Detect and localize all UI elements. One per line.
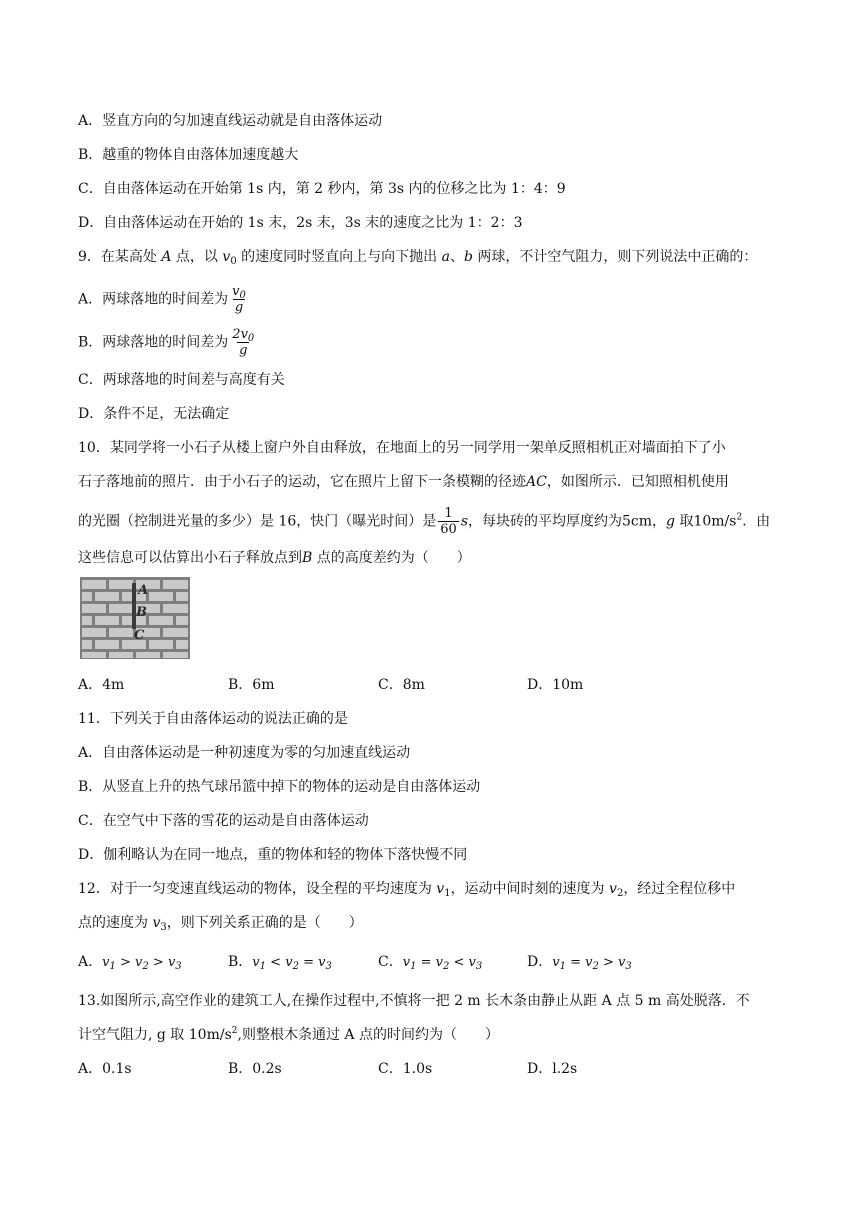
q10-option-b: B．6m	[228, 677, 275, 693]
q8-option-b: B．越重的物体自由落体加速度越大	[78, 147, 299, 163]
q8-option-d: D．自由落体运动在开始的 1s 末，2s 末，3s 末的速度之比为 1：2：3	[78, 215, 523, 231]
q9-stem: 9．在某高处 A 点，以 $v_0$ 的速度同时竖直向上与向下抛出 a、b 两球，不计空气阻力，则下列说法中正确的：	[78, 249, 758, 267]
q8-option-c: C．自由落体运动在开始第 1s 内，第 2 秒内，第 3s 内的位移之比为 1：4：9	[78, 181, 566, 197]
q9-fraction-b: $\frac{2v_0}{g}$	[232, 327, 255, 358]
q8-option-a: A．竖直方向的匀加速直线运动就是自由落体运动	[78, 113, 383, 129]
q13-options	[78, 1059, 790, 1079]
label-a: A	[138, 583, 149, 598]
q11-option-b: B．从竖直上升的热气球吊篮中掉下的物体的运动是自由落体运动	[78, 779, 481, 795]
q13-stem-line1: 13.如图所示,高空作业的建筑工人,在操作过程中,不慎将一把 2 m 长木条由静止从距 A 点 5 m 高处脱落．不	[78, 993, 750, 1009]
label-b: B	[136, 605, 147, 620]
q9-option-a: A．两球落地的时间差为 $\frac{v_0}{g}$	[78, 284, 246, 315]
q12-option-a: A．$v_1 > v_2 > v_3$	[78, 954, 182, 972]
q12-options	[78, 952, 790, 972]
q12-option-b: B．$v_1 < v_2 = v_3$	[228, 954, 332, 972]
q9-option-d: D．条件不足，无法确定	[78, 406, 230, 422]
q12-option-c: C．$v_1 = v_2 < v_3$	[378, 954, 483, 972]
q10-option-c: C．8m	[378, 677, 425, 693]
q10-option-a: A．4m	[78, 677, 125, 693]
q9-fraction-a: $\frac{v_0}{g}$	[232, 284, 246, 315]
q10-stem-line1: 10．某同学将一小石子从楼上窗户外自由释放，在地面上的另一同学用一架单反照相机正对墙面拍下了小	[78, 440, 726, 456]
q10-stem-line4: 这些信息可以估算出小石子释放点到B 点的高度差约为（ ）	[78, 550, 471, 566]
q11-option-c: C．在空气中下落的雪花的运动是自由落体运动	[78, 813, 369, 829]
q9-option-b: B．两球落地的时间差为 $\frac{2v_0}{g}$	[78, 327, 255, 358]
q11-option-a: A．自由落体运动是一种初速度为零的匀加速直线运动	[78, 745, 411, 761]
q10-stem-line3: 的光圈（控制进光量的多少）是 16，快门（曝光时间）是 $\frac{1}{60}$ s，每块砖的平均厚度约为5cm，g 取$10m/s^2$．由	[78, 506, 771, 537]
q12-option-d: D．$v_1 = v_2 > v_3$	[527, 954, 632, 972]
q10-shutter-fraction: $\frac{1}{60}$	[440, 506, 457, 537]
q10-option-d: D．10m	[527, 677, 584, 693]
q11-stem: 11．下列关于自由落体运动的说法正确的是	[78, 711, 348, 727]
q13-option-d: D．l.2s	[527, 1061, 578, 1077]
q10-stem-line2: 石子落地前的照片．由于小石子的运动，它在照片上留下一条模糊的径迹AC，如图所示．已知照相机使用	[78, 474, 729, 490]
q12-stem-line2: 点的速度为 $v_3$，则下列关系正确的是（ ）	[78, 915, 363, 933]
q13-option-c: C．1.0s	[378, 1061, 433, 1077]
q9-option-c: C．两球落地的时间差与高度有关	[78, 372, 285, 388]
label-c: C	[134, 628, 145, 643]
q13-option-a: A．0.1s	[78, 1061, 132, 1077]
q10-options	[78, 675, 790, 695]
brick-wall-photo	[80, 577, 190, 659]
q12-stem-line1: 12．对于一匀变速直线运动的物体，设全程的平均速度为 $v_1$，运动中间时刻的速度为 $v_2$，经过全程位移中	[78, 881, 736, 899]
q13-option-b: B．0.2s	[228, 1061, 282, 1077]
q13-stem-line2: 计空气阻力, g 取 $10m/s^2$,则整根木条通过 A 点的时间约为（ ）	[78, 1026, 499, 1043]
q11-option-d: D．伽利略认为在同一地点，重的物体和轻的物体下落快慢不同	[78, 847, 468, 863]
